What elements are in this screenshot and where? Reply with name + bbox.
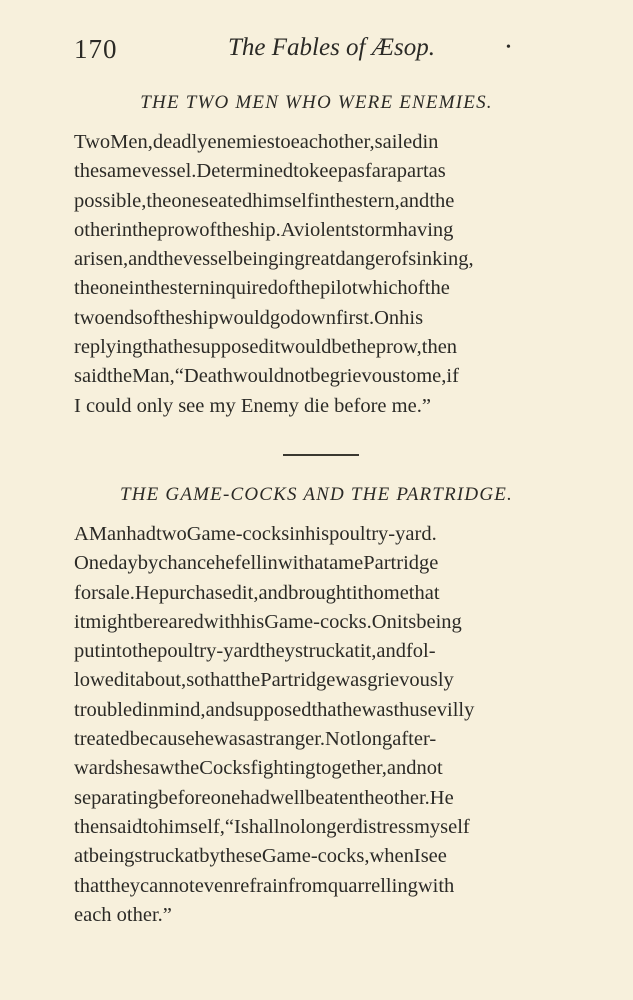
text-line: forsale.Hepurchasedit,andbroughtithomethat	[74, 581, 440, 604]
fable-body-2	[74, 520, 572, 930]
text-line: I could only see my Enemy die before me.”	[74, 394, 431, 417]
text-line: TwoMen,deadlyenemiestoeachother,sailedin	[74, 131, 439, 153]
text-line: otherintheprowoftheship.Aviolentstormhaving	[74, 218, 454, 241]
running-title: The Fables of Æsop.	[228, 34, 435, 61]
text-line: replyingthathesupposeditwouldbetheprow,then	[74, 336, 458, 359]
text-line: saidtheMan,“Deathwouldnotbegrievoustome,if	[74, 365, 459, 388]
text-line: theoneinthesterninquiredofthepilotwhichofthe	[74, 277, 450, 300]
page-header	[74, 34, 574, 74]
fable-title-1: THE TWO MEN WHO WERE ENEMIES.	[140, 92, 493, 113]
text-line: itmightberearedwithhisGame-cocks.Onitsbeing	[74, 610, 462, 633]
text-line: thesamevessel.Determinedtokeepasfarapartas	[74, 160, 446, 183]
text-line: loweditabout,sothatthePartridgewasgrievously	[74, 669, 454, 692]
ornament-dot: •	[506, 40, 511, 55]
text-line: wardshesawtheCocksfightingtogether,andnot	[74, 757, 443, 780]
text-line: OnedaybychancehefellinwithatamePartridge	[74, 552, 439, 575]
text-line: twoendsoftheshipwouldgodownfirst.Onhis	[74, 306, 424, 329]
section-divider	[283, 454, 359, 456]
text-line: AManhadtwoGame-cocksinhispoultry-yard.	[74, 523, 437, 545]
fable-title-2: THE GAME-COCKS AND THE PARTRIDGE.	[119, 484, 514, 505]
fable-body-1	[74, 128, 572, 421]
text-line: thensaidtohimself,“Ishallnolongerdistressmyself	[74, 815, 470, 838]
text-line: atbeingstruckatbytheseGame-cocks,whenIsee	[74, 845, 447, 868]
page-number: 170	[74, 34, 118, 64]
text-line: treatedbecausehewasastranger.Notlongafter-	[74, 728, 437, 751]
text-line: each other.”	[74, 903, 172, 926]
text-line: arisen,andthevesselbeingingreatdangerofsinking,	[74, 248, 474, 271]
text-line: thattheycannotevenrefrainfromquarrellingwith	[74, 874, 455, 897]
text-line: troubledinmind,andsupposedthathewasthusevilly	[74, 698, 475, 721]
text-line: separatingbeforeonehadwellbeatentheother.He	[74, 786, 454, 809]
text-line: putintothepoultry-yardtheystruckatit,andfol-	[74, 640, 436, 663]
text-line: possible,theoneseatedhimselfinthestern,andthe	[74, 189, 455, 212]
